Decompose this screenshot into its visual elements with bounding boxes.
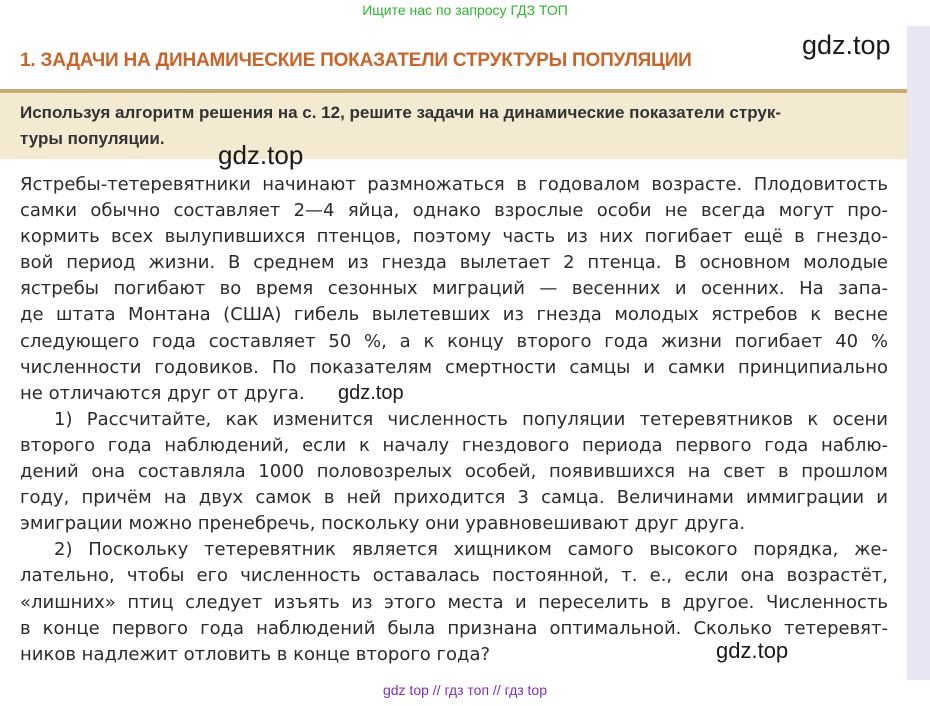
question-2-line: ников надлежит отловить в конце второго года? (20, 643, 491, 665)
question-2-line: лательно, чтобы его численность оставалась постоянной, т. е., если она возрастёт, (20, 565, 888, 587)
question-2-line: в конце первого года наблюдений была признана оптимальной. Сколько тетеревят- (20, 617, 888, 639)
top-banner: Ищите нас по запросу ГДЗ ТОП (362, 2, 568, 18)
text-line: кормить всех вылупившихся птенцов, поэтому часть из них погибает ещё в гнездо- (20, 226, 888, 248)
task-line-2: туры популяции. (20, 129, 165, 148)
section-title: 1. ЗАДАЧИ НА ДИНАМИЧЕСКИЕ ПОКАЗАТЕЛИ СТРУКТУРЫ ПОПУЛЯЦИИ (20, 50, 692, 71)
task-line-1: Используя алгоритм решения на с. 12, решите задачи на динамические показатели струк- (20, 103, 781, 122)
text-line: Ястребы-тетеревятники начинают размножаться в годовалом возрасте. Плодовитость (20, 174, 888, 195)
footer-links: gdz top // гдз топ // гдз top (382, 682, 548, 698)
question-2-line: 2) Поскольку тетеревятник является хищником самого высокого порядка, же- (54, 539, 888, 561)
watermark: gdz.top (338, 382, 404, 404)
watermark: gdz.top (218, 140, 304, 170)
text-line: следующего года составляет 50 %, а к концу второго года жизни погибает 40 % (20, 330, 888, 352)
question-1-line: второго года наблюдений, если к началу гнездового периода первого года наблю- (20, 434, 888, 456)
question-1-line: дений она составляла 1000 половозрелых особей, появившихся на свет в прошлом (20, 461, 888, 483)
task-instruction-box (0, 93, 907, 159)
question-2-line: «лишних» птиц следует изъять из этого места и переселить в другое. Численность (20, 591, 888, 613)
problem-text (20, 172, 888, 668)
text-line: ястребы погибают во время сезонных миграций — весенних и осенних. На запа- (20, 278, 888, 300)
watermark: gdz.top (716, 638, 789, 663)
question-1-line: году, причём на двух самок в ней приходится 3 самца. Величинами иммиграции и (20, 487, 888, 509)
text-line: самки обычно составляет 2—4 яйца, однако взрослые особи не всегда могут про- (20, 200, 888, 222)
text-line: де штата Монтана (США) гибель вылетевших из гнезда молодых ястребов к весне (20, 304, 888, 326)
text-line: вой период жизни. В среднем из гнезда вылетает 2 птенца. В основном молодые (20, 252, 888, 274)
question-1-line: эмиграции можно пренебречь, поскольку они уравновешивают друг друга. (20, 513, 746, 535)
text-line: не отличаются друг от друга. (20, 382, 305, 404)
watermark: gdz.top (802, 30, 891, 60)
text-line: численности годовиков. По показателям смертности самцы и самки принципиально (20, 356, 888, 378)
task-instruction (20, 100, 880, 152)
question-1-line: 1) Рассчитайте, как изменится численность популяции тетеревятников к осени (54, 408, 888, 430)
page-edge-strip (907, 26, 930, 680)
